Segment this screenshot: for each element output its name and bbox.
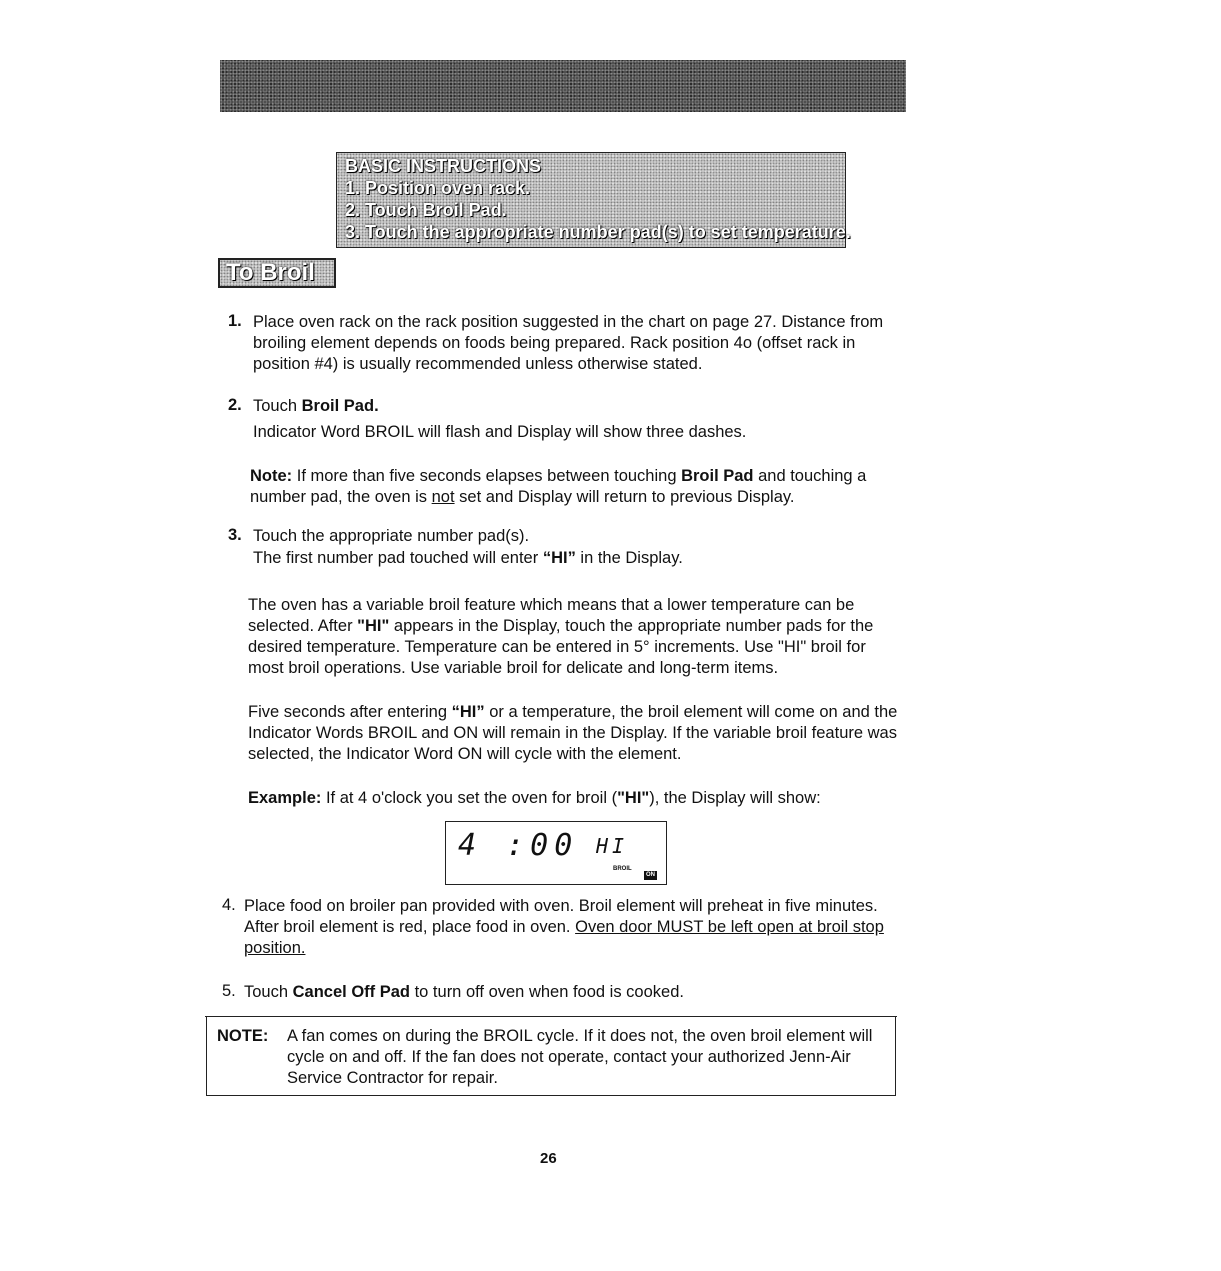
step-4-text: Place food on broiler pan provided with oven. Broil element will preheat in five minutes. After broil element is red, place food in oven. Oven door MUST be left open at broil stop position.	[244, 897, 884, 957]
step-5-text: Touch Cancel Off Pad to turn off oven when food is cooked.	[244, 983, 684, 1001]
section-title: To Broil	[218, 258, 336, 288]
page-number: 26	[540, 1150, 557, 1167]
basic-instructions-step: 2. Touch Broil Pad.	[345, 200, 507, 220]
note-label: NOTE:	[217, 1027, 269, 1045]
step-3-line: The first number pad touched will enter “HI” in the Display.	[253, 549, 683, 567]
oven-display-illustration	[445, 821, 667, 885]
display-time: 4 :00	[458, 828, 579, 863]
header-bar	[220, 60, 906, 112]
example-paragraph: Example: If at 4 o'clock you set the oven for broil ("HI"), the Display will show:	[248, 789, 821, 807]
indicator-broil: BROIL	[613, 866, 632, 872]
variable-broil-paragraph: The oven has a variable broil feature which means that a lower temperature can be selected. After "HI" appears in the Display, touch the appropriate number pads for the desired temperature. Temperature can be entered in 5° increments. Use "HI" broil for most broil operations. Use variable broil for delicate and long-term items.	[248, 596, 874, 677]
indicator-on: ON	[646, 872, 655, 878]
step-number: 2.	[228, 396, 242, 414]
step-number: 4.	[222, 896, 236, 914]
basic-instructions-heading: BASIC INSTRUCTIONS	[345, 156, 542, 176]
step-1-text: Place oven rack on the rack position suggested in the chart on page 27. Distance from broiling element depends on foods being prepared. Rack position 4o (offset rack in position #4) is usually recommended unless otherwise stated.	[253, 313, 884, 373]
step-number: 1.	[228, 312, 242, 330]
display-hi: HI	[596, 834, 629, 858]
basic-instructions-step: 3. Touch the appropriate number pad(s) to set temperature.	[345, 222, 851, 242]
note-box	[206, 1016, 896, 1096]
step-2-note: Note: If more than five seconds elapses between touching Broil Pad and touching a number pad, the oven is not set and Display will return to previous Display.	[250, 467, 867, 506]
broil-element-paragraph: Five seconds after entering “HI” or a temperature, the broil element will come on and the Indicator Words BROIL and ON will remain in the Display. If the variable broil feature was selected, the Indicator Word ON will cycle with the element.	[248, 703, 898, 763]
step-number: 5.	[222, 982, 236, 1000]
note-top-rule	[205, 1016, 897, 1017]
basic-instructions-step: 1. Position oven rack.	[345, 178, 531, 198]
step-2-text: Touch Broil Pad.	[253, 397, 379, 415]
step-3-line: Touch the appropriate number pad(s).	[253, 527, 530, 545]
step-2-detail: Indicator Word BROIL will flash and Display will show three dashes.	[253, 423, 747, 441]
step-number: 3.	[228, 526, 242, 544]
note-text: A fan comes on during the BROIL cycle. If it does not, the oven broil element will cycle on and off. If the fan does not operate, contact your authorized Jenn-Air Service Contractor for repair.	[287, 1027, 873, 1087]
basic-instructions-box	[336, 152, 851, 248]
